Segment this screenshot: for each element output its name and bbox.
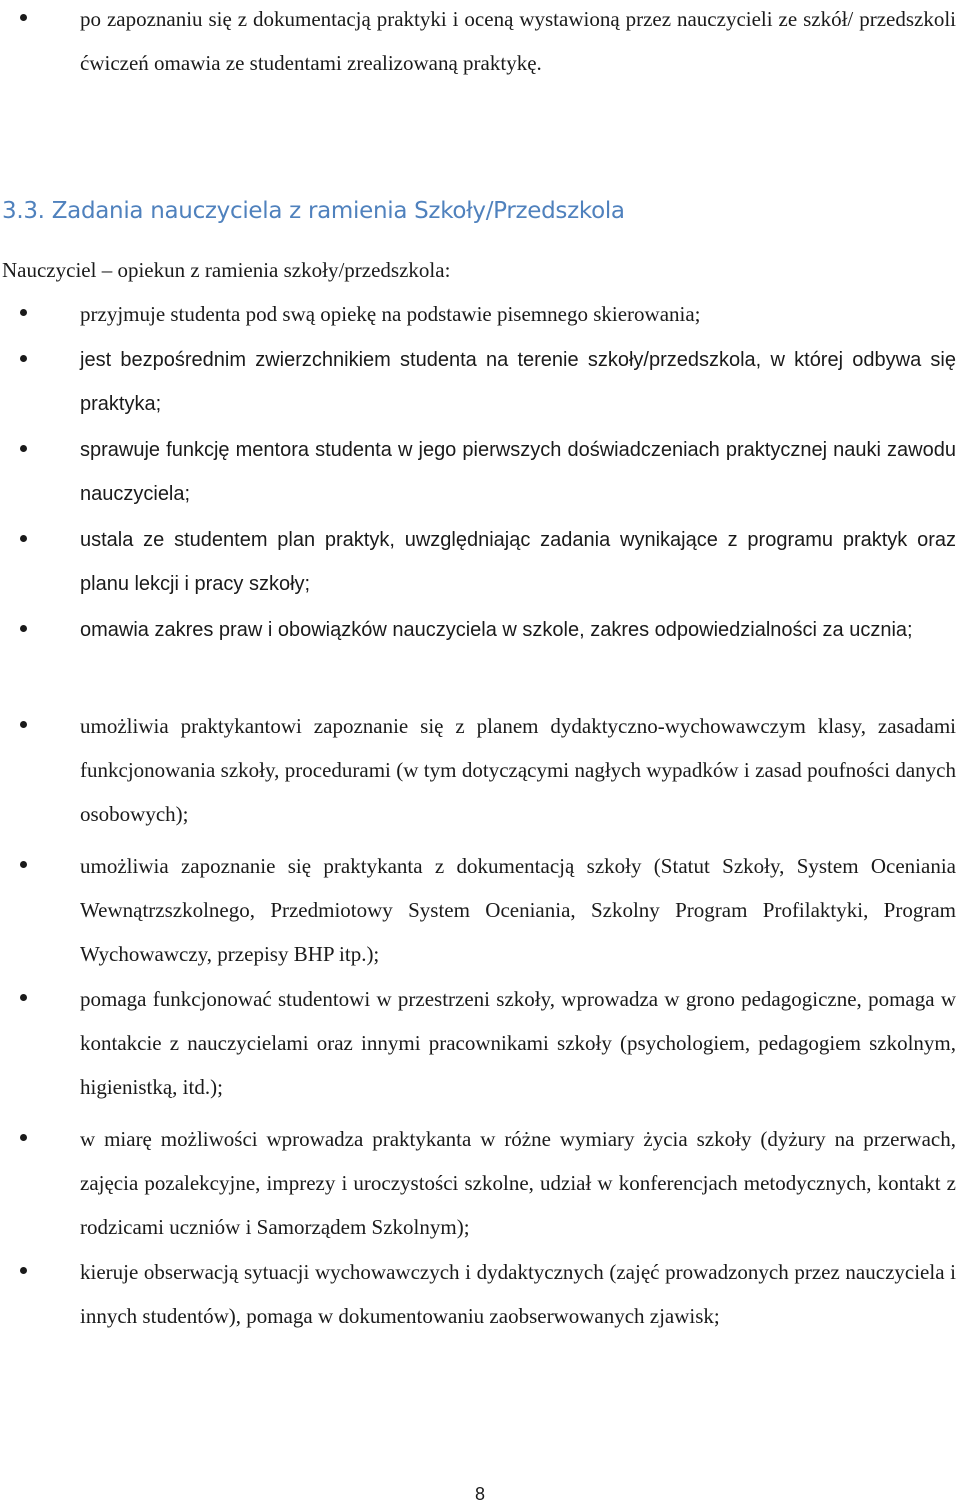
bullet-icon [20, 994, 27, 1001]
list-item [80, 518, 956, 606]
bullet-icon [20, 355, 27, 362]
bullet-icon [20, 535, 27, 542]
bullet-icon [20, 1134, 27, 1141]
list-item [80, 428, 956, 516]
section-heading: 3.3. Zadania nauczyciela z ramienia Szkoły/Przedszkola [2, 198, 625, 224]
list-item [80, 338, 956, 426]
bullet-icon [20, 625, 27, 632]
list-item [80, 704, 956, 836]
list-item [80, 1117, 956, 1249]
list-item-text: kieruje obserwacją sytuacji wychowawczych i dydaktycznych (zajęć prowadzonych przez nauczyciela i innych studentów), pomaga w dokumentowaniu zaobserwowanych zjawisk; [80, 1260, 956, 1328]
list-item [80, 292, 956, 336]
page-number: 8 [474, 1484, 485, 1504]
list-item-text: umożliwia praktykantowi zapoznanie się z planem dydaktyczno-wychowawczym klasy, zasadami funkcjonowania szkoły, procedurami (w tym dotyczącymi nagłych wypadków i zasad poufności danych osobowych); [80, 714, 956, 826]
list-item-text: umożliwia zapoznanie się praktykanta z dokumentacją szkoły (Statut Szkoły, System Oceniania Wewnątrzszkolnego, Przedmiotowy System Oceniania, Szkolny Program Profilaktyki, Program Wychowawczy, przepisy BHP itp.); [80, 854, 956, 966]
section-intro: Nauczyciel – opiekun z ramienia szkoły/przedszkola: [2, 258, 451, 282]
list-item-text: sprawuje funkcję mentora studenta w jego pierwszych doświadczeniach praktycznej nauki zawodu nauczyciela; [80, 439, 956, 505]
list-item [80, 977, 956, 1109]
list-item-text: ustala ze studentem plan praktyk, uwzględniając zadania wynikające z programu praktyk oraz planu lekcji i pracy szkoły; [80, 529, 956, 595]
list-item-text: omawia zakres praw i obowiązków nauczyciela w szkole, zakres odpowiedzialności za ucznia; [80, 619, 913, 641]
list-item-text: jest bezpośrednim zwierzchnikiem studenta na terenie szkoły/przedszkola, w której odbywa się praktyka; [80, 349, 956, 415]
bullet-icon [20, 1267, 27, 1274]
list-item-text: przyjmuje studenta pod swą opiekę na podstawie pisemnego skierowania; [80, 302, 701, 326]
list-item-text: w miarę możliwości wprowadza praktykanta w różne wymiary życia szkoły (dyżury na przerwach, zajęcia pozalekcyjne, imprezy i uroczystości szkolne, udział w konferencjach metodycznych, kontakt z rodzicami uczniów i Samorządem Szkolnym); [80, 1127, 956, 1239]
list-item [80, 1250, 956, 1338]
list-item-text: pomaga funkcjonować studentowi w przestrzeni szkoły, wprowadza w grono pedagogiczne, pomaga w kontakcie z nauczycielami oraz innymi pracownikami szkoły (psychologiem, pedagogiem szkolnym, higienistką, itd.); [80, 987, 956, 1099]
list-item [80, 844, 956, 976]
list-item-text: po zapoznaniu się z dokumentacją praktyki i oceną wystawioną przez nauczycieli ze szkół/ przedszkoli ćwiczeń omawia ze studentami zrealizowaną praktykę. [80, 7, 956, 75]
bullet-icon [20, 14, 27, 21]
list-item [80, 608, 956, 652]
bullet-icon [20, 861, 27, 868]
bullet-icon [20, 445, 27, 452]
bullet-icon [20, 721, 27, 728]
bullet-icon [20, 309, 27, 316]
list-item [80, 0, 956, 85]
